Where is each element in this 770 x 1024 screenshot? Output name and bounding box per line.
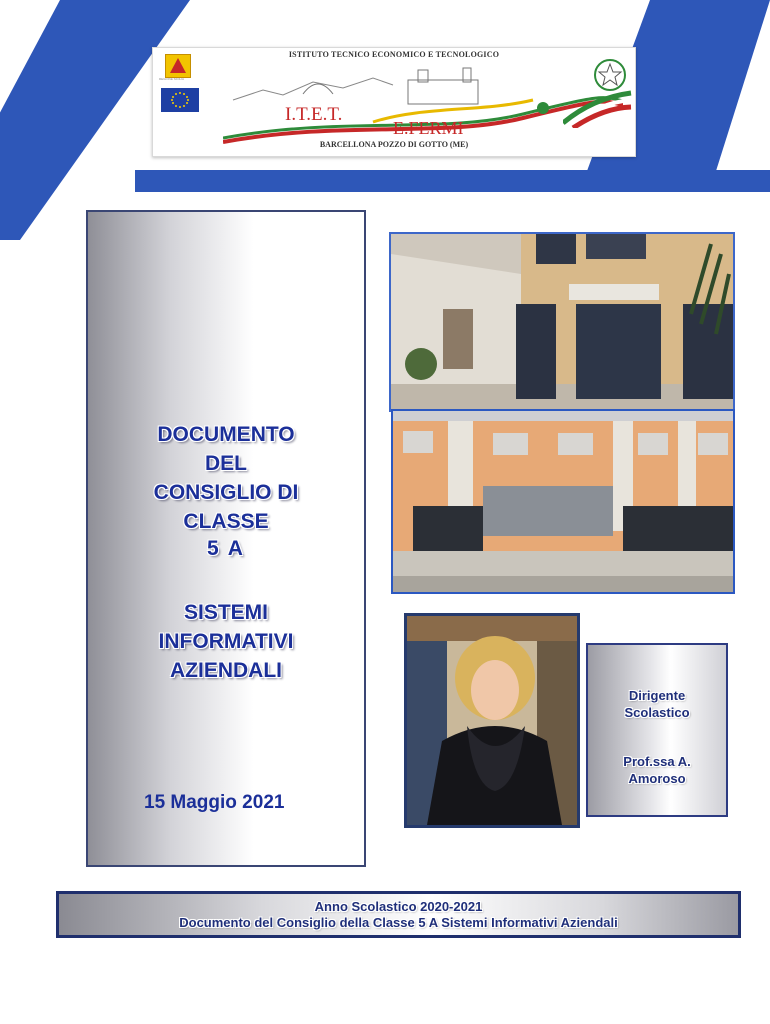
dirigente-portrait-photo (404, 613, 580, 828)
document-title (88, 420, 364, 536)
class-label: 5 A (207, 537, 245, 560)
school-year: Anno Scolastico 2020-2021 (314, 899, 483, 914)
school-building-photo-2 (391, 409, 735, 594)
italian-republic-emblem-icon (593, 58, 627, 92)
eu-flag-icon (161, 88, 199, 112)
tricolor-ribbon-icon (563, 88, 633, 128)
dirigente-name-line-2: Amoroso (628, 771, 686, 786)
document-title-panel (86, 210, 366, 867)
school-building-photo-1 (389, 232, 735, 412)
region-caption: REGIONE SICILIA (159, 77, 185, 81)
school-logo-card (152, 47, 636, 157)
school-acronym: I.T.E.T. (285, 104, 343, 125)
school-city: BARCELLONA POZZO DI GOTTO (ME) (319, 140, 469, 149)
title-line-1: DOCUMENTO (157, 423, 295, 446)
course-line-2: INFORMATIVI (158, 630, 294, 653)
dirigente-role-line-2: Scolastico (624, 705, 690, 720)
dirigente-name-line-1: Prof.ssa A. (623, 754, 691, 769)
dirigente-role-line-1: Dirigente (628, 688, 686, 703)
document-date: 15 Maggio 2021 (144, 792, 285, 813)
dirigente-name (588, 753, 726, 787)
dirigente-box (586, 643, 728, 817)
course-line-1: SISTEMI (183, 601, 268, 624)
course-line-3: AZIENDALI (170, 659, 282, 682)
sicily-region-logo-icon (165, 54, 191, 78)
dirigente-role (588, 687, 726, 721)
footer-document-title: Documento del Consiglio della Classe 5 A Sistemi Informativi Aziendali (179, 915, 618, 930)
course-title (88, 598, 364, 685)
school-name: E.FERMI (393, 118, 464, 138)
institute-name: ISTITUTO TECNICO ECONOMICO E TECNOLOGICO (288, 50, 500, 59)
footer-bar (56, 891, 741, 938)
title-line-2: DEL (205, 452, 247, 475)
title-line-3: CONSIGLIO DI (153, 481, 299, 504)
header-blue-bar (135, 170, 770, 192)
title-line-4: CLASSE (183, 510, 269, 533)
